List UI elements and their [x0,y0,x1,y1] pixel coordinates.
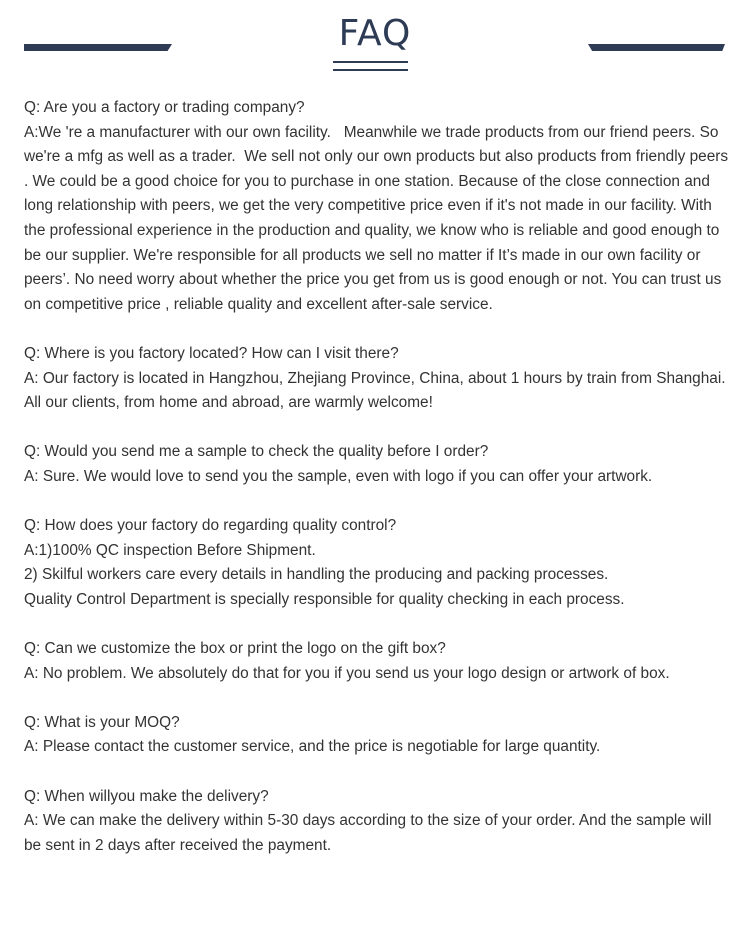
faq-answer: A: Our factory is located in Hangzhou, Zhejiang Province, China, about 1 hours by train from Shanghai. All our clients, from home and abroad, are warmly welcome! [24,369,729,412]
faq-answer: A: Please contact the customer service, and the price is negotiable for large quantity. [24,738,601,756]
right-decorative-bar [588,44,725,51]
faq-item-customize-box [24,637,730,686]
faq-question: Q: How does your factory do regarding quality control? [24,517,397,535]
faq-question: Q: Where is you factory located? How can I visit there? [24,344,399,362]
faq-question: Q: Would you send me a sample to check the quality before I order? [24,443,489,461]
faq-answer: A:We 're a manufacturer with our own facility. Meanwhile we trade products from our friend peers. So we're a mfg as well as a trader. We sell not only our own products but also products from friendly peers . We could be a good choice for you to purchase in one station. Because of the close connection and long relationship with peers, we get the very competitive price even if it's not made in our facility. With the professional experience in the production and quality, we know who is reliable and good enough to be our supplier. We're responsible for all products we sell no matter if It’s made in our own facility or peers’. No need worry about whether the price you get from us is good enough or not. You can trust us on competitive price , reliable quality and excellent after-sale service. [24,123,733,313]
faq-header [0,0,750,80]
faq-answer-line: Quality Control Department is specially responsible for quality checking in each process. [24,590,625,608]
faq-item-moq [24,711,730,760]
faq-question: Q: Are you a factory or trading company? [24,99,305,116]
faq-item-sample [24,440,730,489]
faq-question: Q: When willyou make the delivery? [24,787,269,805]
faq-answer: A:1)100% QC inspection Before Shipment. [24,541,316,559]
faq-answer: A: We can make the delivery within 5-30 days according to the size of your order. And the sample will be sent in 2 days after received the payment. [24,812,716,854]
faq-question: Q: Can we customize the box or print the logo on the gift box? [24,640,446,658]
faq-answer: A: No problem. We absolutely do that for you if you send us your logo design or artwork of box. [24,664,670,682]
faq-question: Q: What is your MOQ? [24,713,180,731]
title-underline-top [333,61,408,63]
faq-item-quality-control [24,514,730,612]
faq-item-factory-location [24,342,730,416]
title-underline-bottom [333,69,408,71]
faq-list [24,96,733,883]
faq-answer-line: 2) Skilful workers care every details in handling the producing and packing processes. [24,566,609,584]
page-title: FAQ [338,13,412,54]
faq-item-factory-or-trading [24,96,733,317]
faq-answer: A: Sure. We would love to send you the sample, even with logo if you can offer your artwork. [24,467,653,485]
faq-item-delivery [24,785,730,859]
